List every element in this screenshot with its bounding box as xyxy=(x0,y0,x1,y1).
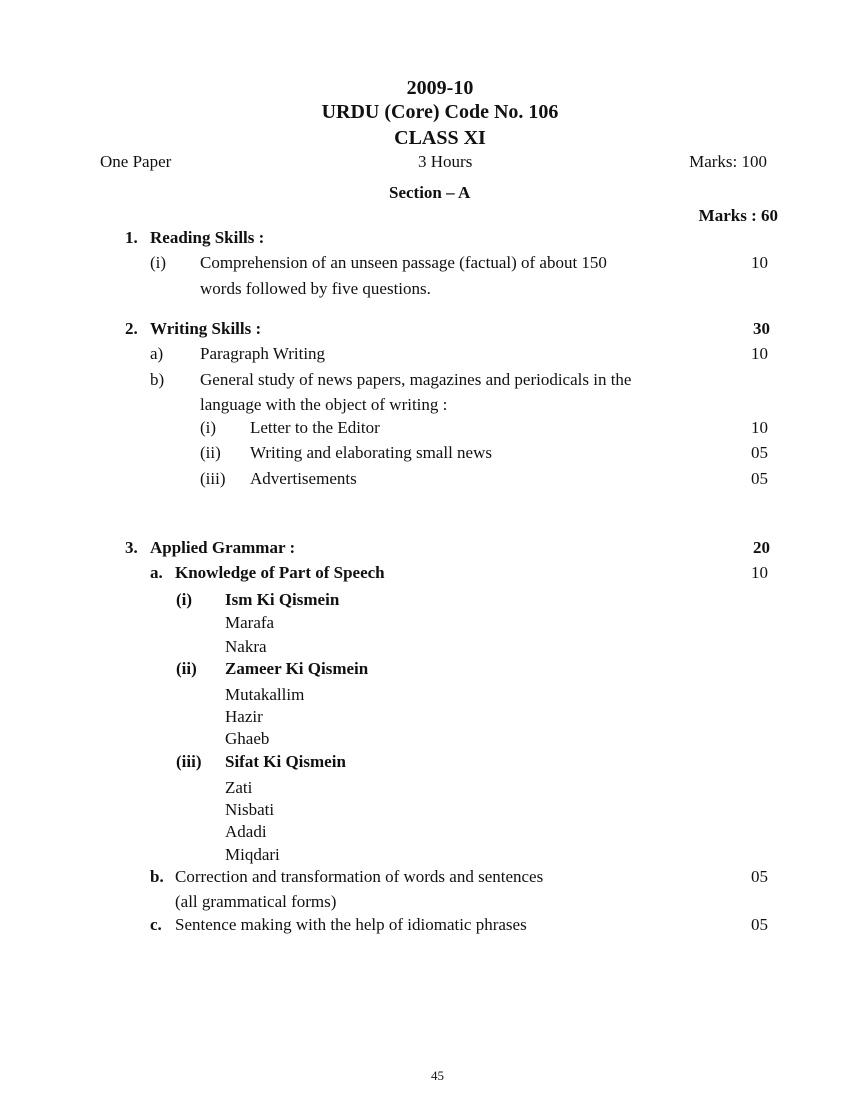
q3a-group-label: (i) xyxy=(176,590,193,609)
q2b-sub-marks: 05 xyxy=(751,443,768,462)
q2b-sub-text: Advertisements xyxy=(250,469,357,488)
q3a-group-item: Ghaeb xyxy=(225,729,270,748)
q3a-group-item: Mutakallim xyxy=(225,685,305,704)
q2a-label: a) xyxy=(150,344,164,363)
q3b-line1: Correction and transformation of words and sentences xyxy=(175,867,544,886)
class-heading: CLASS XI xyxy=(394,127,486,149)
q3a-group-title: Sifat Ki Qismein xyxy=(225,752,346,771)
q3a-marks: 10 xyxy=(751,563,768,582)
q2a-text: Paragraph Writing xyxy=(200,344,326,363)
q3b-marks: 05 xyxy=(751,867,768,886)
q2a-marks: 10 xyxy=(751,344,768,363)
q2b-sub-marks: 05 xyxy=(751,469,768,488)
q1-title: Reading Skills : xyxy=(150,228,265,247)
q3c-label: c. xyxy=(150,915,162,934)
q3b-label: b. xyxy=(150,867,164,886)
year-heading: 2009-10 xyxy=(406,77,474,99)
duration-info: 3 Hours xyxy=(418,152,473,171)
q2b-line2: language with the object of writing : xyxy=(200,395,448,414)
q3a-label: a. xyxy=(150,563,163,582)
q2b-sub-text: Letter to the Editor xyxy=(250,418,380,437)
q2b-sub-label: (iii) xyxy=(200,469,226,488)
q2b-line1: General study of news papers, magazines and periodicals in the xyxy=(200,370,632,389)
q1-item-marks: 10 xyxy=(751,253,768,272)
q3a-group-item: Zati xyxy=(225,778,253,797)
q3-marks: 20 xyxy=(753,538,770,557)
q2-title: Writing Skills : xyxy=(150,319,262,338)
q3-number: 3. xyxy=(125,538,138,557)
total-marks: Marks: 100 xyxy=(689,152,767,171)
q3c-text: Sentence making with the help of idiomatic phrases xyxy=(175,915,527,934)
q3a-group-label: (iii) xyxy=(176,752,202,771)
q1-number: 1. xyxy=(125,228,138,247)
q3a-group-item: Nisbati xyxy=(225,800,275,819)
q2-number: 2. xyxy=(125,319,138,338)
q3-title: Applied Grammar : xyxy=(150,538,296,557)
q3a-group-title: Ism Ki Qismein xyxy=(225,590,340,609)
section-heading: Section – A xyxy=(389,183,471,202)
q3a-title: Knowledge of Part of Speech xyxy=(175,563,385,582)
q3c-marks: 05 xyxy=(751,915,768,934)
page-number: 45 xyxy=(431,1068,444,1083)
q3a-group-title: Zameer Ki Qismein xyxy=(225,659,369,678)
q1-item-line2: words followed by five questions. xyxy=(200,279,431,298)
q3a-group-item: Nakra xyxy=(225,637,267,656)
q1-item-line1: Comprehension of an unseen passage (factual) of about 150 xyxy=(200,253,607,272)
q2b-sub-label: (ii) xyxy=(200,443,221,462)
q3a-group-item: Adadi xyxy=(225,822,267,841)
q3a-group-label: (ii) xyxy=(176,659,197,678)
paper-info: One Paper xyxy=(100,152,172,171)
q2b-label: b) xyxy=(150,370,165,389)
q1-item-label: (i) xyxy=(150,253,167,272)
subject-heading: URDU (Core) Code No. 106 xyxy=(321,101,559,123)
q2-marks: 30 xyxy=(753,319,770,338)
q3a-group-item: Marafa xyxy=(225,613,275,632)
q2b-sub-label: (i) xyxy=(200,418,217,437)
q2b-sub-marks: 10 xyxy=(751,418,768,437)
q2b-sub-text: Writing and elaborating small news xyxy=(250,443,492,462)
q3a-group-item: Hazir xyxy=(225,707,263,726)
section-marks: Marks : 60 xyxy=(698,206,778,225)
q3b-line2: (all grammatical forms) xyxy=(175,892,337,911)
q3a-group-item: Miqdari xyxy=(225,845,280,864)
